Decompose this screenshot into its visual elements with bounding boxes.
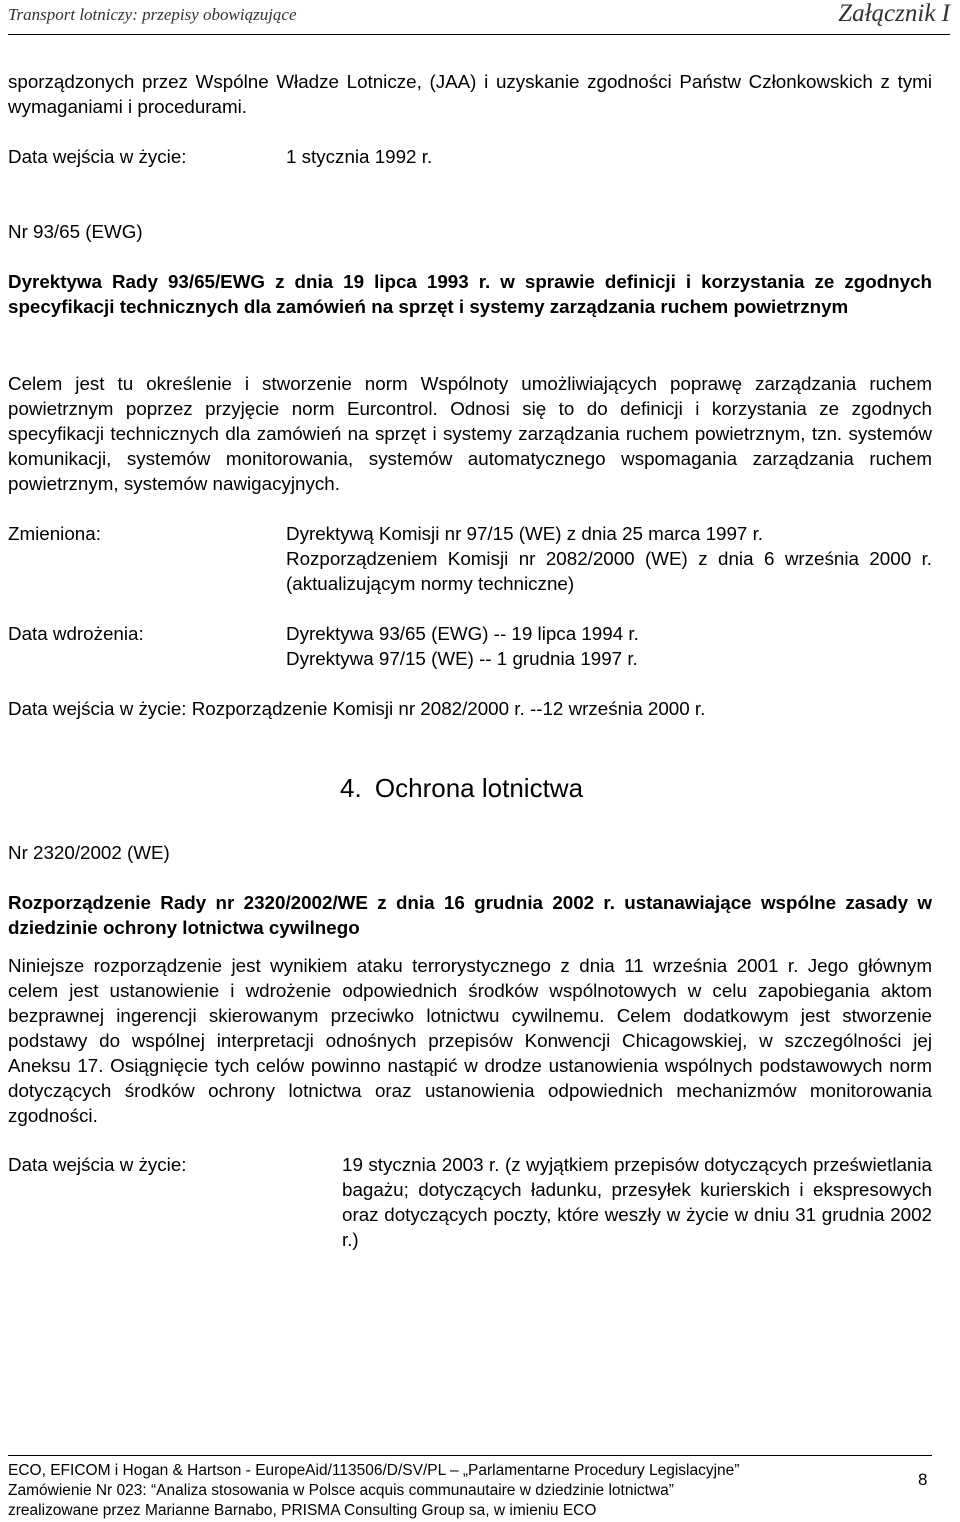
- amended-label: Zmieniona:: [8, 523, 101, 544]
- amended-item-1: Dyrektywą Komisji nr 97/15 (WE) z dnia 25 marca 1997 r.: [286, 523, 764, 544]
- entry-date-row-1992: [8, 144, 932, 169]
- section-number: 4.: [340, 773, 362, 803]
- amended-row: [8, 521, 932, 596]
- implementation-row: [8, 621, 932, 671]
- entry-date-value-2003: 19 stycznia 2003 r. (z wyjątkiem przepisów dotyczących prześwietlania bagażu; dotyczących ładunku, przesyłek kurierskich i ekspresowych oraz dotyczących poczty, które weszły w życie w dniu 31 grudnia 2002 r.): [342, 1154, 932, 1250]
- amended-values: [286, 521, 932, 596]
- regulation-number-2320-2002: Nr 2320/2002 (WE): [8, 842, 170, 863]
- implementation-values: [286, 621, 932, 671]
- entry-date-label-2003: Data wejścia w życie:: [8, 1154, 187, 1175]
- footer-line-3: zrealizowane przez Marianne Barnabo, PRISMA Consulting Group sa, w imieniu ECO: [8, 1502, 597, 1519]
- intro-paragraph: sporządzonych przez Wspólne Władze Lotnicze, (JAA) i uzyskanie zgodności Państw Członkowskich z tymi wymaganiami i procedurami.: [8, 71, 932, 117]
- running-header-annex: Załącznik I: [838, 0, 950, 27]
- regulation-number-93-65: Nr 93/65 (EWG): [8, 221, 143, 242]
- section-heading: [340, 773, 583, 804]
- footer-line-2: Zamówienie Nr 023: “Analiza stosowania w Polsce acquis communautaire w dziedzinie lotnictwa”: [8, 1482, 674, 1499]
- section-title: Ochrona lotnictwa: [374, 773, 584, 803]
- entry-date-value: 1 stycznia 1992 r.: [286, 146, 433, 167]
- directive-title-93-65: Dyrektywa Rady 93/65/EWG z dnia 19 lipca 1993 r. w sprawie definicji i korzystania ze zgodnych specyfikacji technicznych dla zamówień na sprzęt i systemy zarządzania ruchem powietrznym: [8, 271, 932, 317]
- amended-item-2: Rozporządzeniem Komisji nr 2082/2000 (WE) z dnia 6 września 2000 r. (aktualizującym normy techniczne): [286, 548, 932, 594]
- implementation-item-1: Dyrektywa 93/65 (EWG) -- 19 lipca 1994 r.: [286, 623, 639, 644]
- footer-rule: [8, 1455, 932, 1456]
- implementation-item-2: Dyrektywa 97/15 (WE) -- 1 grudnia 1997 r.: [286, 648, 638, 669]
- page-number: 8: [918, 1470, 928, 1489]
- footer-line-1: ECO, EFICOM i Hogan & Hartson - EuropeAid/113506/D/SV/PL – „Parlamentarne Procedury Legislacyjne”: [8, 1462, 740, 1479]
- implementation-label: Data wdrożenia:: [8, 623, 144, 644]
- running-header-title: Transport lotniczy: przepisy obowiązujące: [8, 5, 297, 24]
- header-rule: [8, 34, 950, 35]
- entry-date-row-2003: [8, 1152, 932, 1252]
- entry-date-label: Data wejścia w życie:: [8, 146, 187, 167]
- directive-description: Celem jest tu określenie i stworzenie norm Wspólnoty umożliwiających poprawę zarządzania ruchem powietrznym poprzez przyjęcie norm Eurcontrol. Odnosi się to do definicji i korzystania ze zgodnych specyfikacji technicznych dla zamówień na sprzęt i systemy zarządzania ruchem powietrznym, tzn. systemów komunikacji, systemów monitorowania, systemów automatycznego wspomagania zarządzania ruchem powietrznym, systemów nawigacyjnych.: [8, 373, 932, 494]
- regulation-description: Niniejsze rozporządzenie jest wynikiem ataku terrorystycznego z dnia 11 września 2001 r. Jego głównym celem jest ustanowienie i wdrożenie odpowiednich środków wspólnotowych w celu zapobiegania aktom bezprawnej ingerencji skierowanym przeciwko lotnictwu cywilnemu. Celem dodatkowym jest stworzenie podstawy do wspólnej interpretacji odnośnych przepisów Konwencji Chicagowskiej, w szczególności jej Aneksu 17. Osiągnięcie tych celów powinno nastąpić w drodze ustanowienia wspólnych podstawowych norm dotyczących środków ochrony lotnictwa oraz ustanowienia odpowiednich mechanizmów monitorowania zgodności.: [8, 955, 932, 1126]
- regulation-title-2320-2002: Rozporządzenie Rady nr 2320/2002/WE z dnia 16 grudnia 2002 r. ustanawiające wspólne zasady w dziedzinie ochrony lotnictwa cywilnego: [8, 892, 932, 938]
- entry-date-line-2000: Data wejścia w życie: Rozporządzenie Komisji nr 2082/2000 r. --12 września 2000 r.: [8, 698, 706, 719]
